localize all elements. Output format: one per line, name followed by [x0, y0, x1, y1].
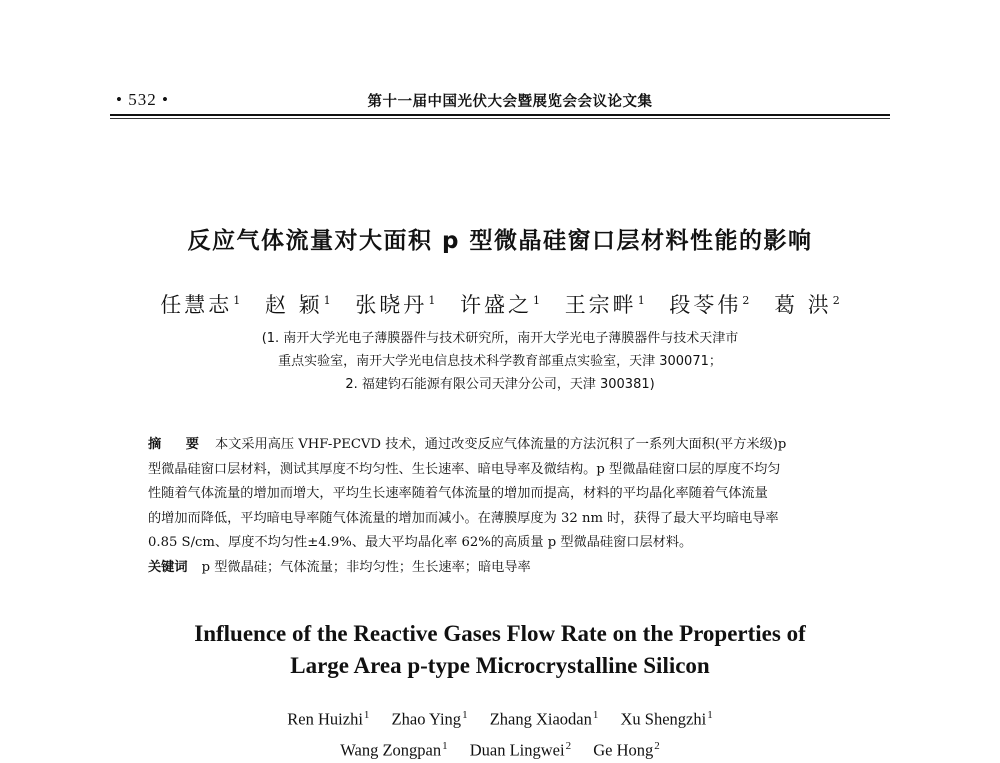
affiliation-mark: 1: [707, 709, 713, 721]
affiliation-mark: 1: [533, 294, 540, 307]
journal-name: 第十一届中国光伏大会暨展览会会议论文集: [360, 90, 660, 111]
author: [774, 289, 840, 319]
abstract-line: 的增加而降低，平均暗电导率随气体流量的增加而减小。在薄膜厚度为 32 nm 时，获得了最大平均暗电导率: [148, 507, 858, 532]
author-name: Ge Hong: [593, 740, 653, 759]
page-number: • 532 •: [116, 90, 169, 110]
author-name: 王宗畔: [565, 293, 637, 317]
affiliation-mark: 2: [566, 740, 572, 752]
author: [287, 702, 369, 733]
author: [470, 733, 571, 763]
abstract-line: 性随着气体流量的增加而增大，平均生长速率随着气体流量的增加而提高，材料的平均晶化率随着气体流量: [148, 482, 858, 507]
affiliation-mark: 1: [593, 709, 599, 721]
author-name: 葛 洪: [774, 293, 832, 317]
author-name: Ren Huizhi: [287, 710, 363, 729]
affiliation-mark: 2: [742, 294, 749, 307]
keywords-label: 关键词: [148, 560, 188, 575]
author: [265, 289, 331, 319]
affiliations: [100, 327, 900, 396]
authors-english: [100, 702, 900, 763]
affiliation-mark: 1: [364, 709, 370, 721]
authors-english-line: [100, 702, 900, 733]
title-english: [100, 618, 900, 682]
author: [490, 702, 599, 733]
author-name: 赵 颖: [265, 293, 323, 317]
affiliation-mark: 1: [324, 294, 331, 307]
authors-chinese: [100, 289, 900, 319]
abstract-line: [148, 433, 858, 458]
keywords-text: p 型微晶硅；气体流量；非均匀性；生长速率；暗电导率: [202, 560, 531, 575]
author-name: 许盛之: [460, 293, 532, 317]
affiliation-line: (1. 南开大学光电子薄膜器件与技术研究所，南开大学光电子薄膜器件与技术天津市: [100, 327, 900, 350]
author: [593, 733, 660, 763]
title-english-line: Large Area p-type Microcrystalline Silicon: [100, 650, 900, 682]
affiliation-mark: 1: [233, 294, 240, 307]
author-name: Wang Zongpan: [340, 740, 441, 759]
affiliation-mark: 1: [428, 294, 435, 307]
abstract: [148, 433, 858, 580]
author: [565, 289, 645, 319]
authors-english-line: [100, 733, 900, 763]
author: [669, 289, 749, 319]
author-name: 段苓伟: [669, 293, 741, 317]
author: [392, 702, 468, 733]
keywords: [148, 556, 858, 581]
header-rule-thin: [110, 118, 890, 119]
author: [355, 289, 435, 319]
author-name: 张晓丹: [355, 293, 427, 317]
author: [340, 733, 447, 763]
abstract-label: 摘 要: [148, 437, 209, 452]
abstract-line: 型微晶硅窗口层材料，测试其厚度不均匀性、生长速率、暗电导率及微结构。p 型微晶硅窗口层的厚度不均匀: [148, 458, 858, 483]
title-english-line: Influence of the Reactive Gases Flow Rate on the Properties of: [100, 618, 900, 650]
running-header: [110, 88, 890, 110]
affiliation-mark: 2: [833, 294, 840, 307]
affiliation-mark: 1: [442, 740, 448, 752]
author-name: Zhang Xiaodan: [490, 710, 592, 729]
author: [621, 702, 713, 733]
affiliation-line: 2. 福建钧石能源有限公司天津分公司，天津 300381): [100, 373, 900, 396]
author: [160, 289, 240, 319]
affiliation-mark: 1: [638, 294, 645, 307]
affiliation-mark: 1: [462, 709, 468, 721]
affiliation-line: 重点实验室，南开大学光电信息技术科学教育部重点实验室，天津 300071；: [100, 350, 900, 373]
affiliation-mark: 2: [654, 740, 660, 752]
author: [460, 289, 540, 319]
author-name: Zhao Ying: [392, 710, 462, 729]
abstract-text: 本文采用高压 VHF-PECVD 技术，通过改变反应气体流量的方法沉积了一系列大面积(平方米级)p: [215, 437, 786, 452]
header-rule: [110, 114, 890, 116]
author-name: Xu Shengzhi: [621, 710, 707, 729]
abstract-line: 0.85 S/cm、厚度不均匀性±4.9%、最大平均晶化率 62%的高质量 p 型微晶硅窗口层材料。: [148, 531, 858, 556]
author-name: 任慧志: [160, 293, 232, 317]
title-chinese: 反应气体流量对大面积 p 型微晶硅窗口层材料性能的影响: [100, 222, 900, 255]
author-name: Duan Lingwei: [470, 740, 565, 759]
